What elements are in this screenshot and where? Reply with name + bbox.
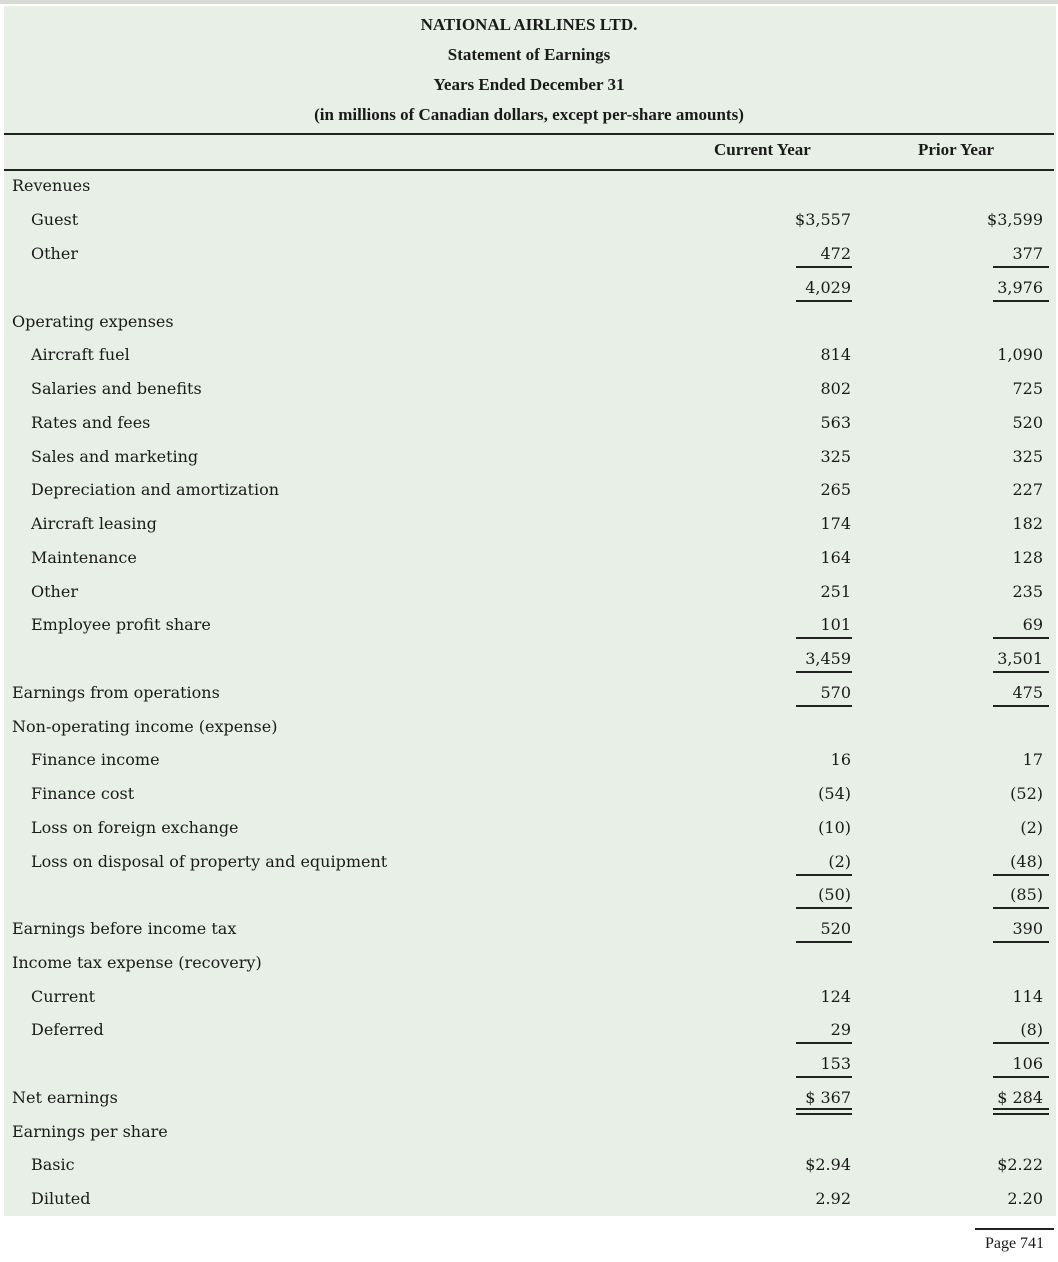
total-double-underline	[796, 1108, 852, 1115]
row-sales-marketing	[0, 447, 1058, 471]
subtotal-underline	[796, 705, 852, 707]
subtotal-underline	[993, 1042, 1049, 1044]
column-header-prior: Prior Year	[918, 140, 994, 159]
row-aircraft-fuel	[0, 345, 1058, 369]
subtotal-underline	[796, 1042, 852, 1044]
row-label: Employee profit share	[31, 615, 211, 634]
prior-value: 520	[1012, 413, 1043, 432]
row-net-earnings	[0, 1088, 1058, 1112]
current-value: 325	[820, 447, 851, 466]
current-value: 265	[820, 480, 851, 499]
prior-value: 182	[1012, 514, 1043, 533]
row-label: Basic	[31, 1155, 75, 1174]
row-other-revenue	[0, 244, 1058, 268]
current-value: 251	[820, 582, 851, 601]
row-eps-diluted	[0, 1189, 1058, 1213]
prior-value: 1,090	[997, 345, 1043, 364]
row-label: Other	[31, 582, 78, 601]
current-value: 4,029	[805, 278, 851, 297]
prior-value: (8)	[1020, 1020, 1043, 1039]
row-label: Earnings from operations	[12, 683, 220, 702]
current-value: 3,459	[805, 649, 851, 668]
current-value: $3,557	[795, 210, 851, 229]
prior-value: 128	[1012, 548, 1043, 567]
current-value: 563	[820, 413, 851, 432]
header-rule	[4, 133, 1054, 135]
row-loss-on-disposal	[0, 852, 1058, 876]
prior-value: 725	[1012, 379, 1043, 398]
row-eps-basic	[0, 1155, 1058, 1179]
row-label: Net earnings	[12, 1088, 118, 1107]
prior-value: $2.22	[997, 1155, 1043, 1174]
subtotal-underline	[993, 671, 1049, 673]
subtotal-underline	[993, 874, 1049, 876]
statement-title: Statement of Earnings	[447, 45, 611, 64]
current-value: $2.94	[805, 1155, 851, 1174]
row-aircraft-leasing	[0, 514, 1058, 538]
company-name: NATIONAL AIRLINES LTD.	[420, 15, 638, 34]
row-earnings-before-tax	[0, 919, 1058, 943]
prior-value: 69	[1022, 615, 1043, 634]
subtotal-underline	[993, 637, 1049, 639]
subtotal-underline	[993, 1076, 1049, 1078]
row-operating-expenses	[0, 312, 1058, 336]
row-maintenance	[0, 548, 1058, 572]
current-value: 472	[820, 244, 851, 263]
row-income-tax	[0, 953, 1058, 977]
current-value: 16	[830, 750, 851, 769]
prior-value: 227	[1012, 480, 1043, 499]
row-eps	[0, 1122, 1058, 1146]
row-label: Current	[31, 987, 96, 1006]
prior-value: 377	[1012, 244, 1043, 263]
current-value: 29	[830, 1020, 851, 1039]
subtotal-underline	[993, 907, 1049, 909]
row-label: Revenues	[12, 176, 91, 195]
prior-value: (52)	[1010, 784, 1043, 803]
current-value: $ 367	[805, 1088, 851, 1107]
subtotal-underline	[993, 266, 1049, 268]
row-total-non-operating	[0, 885, 1058, 909]
row-label: Operating expenses	[12, 312, 174, 331]
statement-units: (in millions of Canadian dollars, except per-share amounts)	[314, 105, 744, 124]
prior-value: $3,599	[987, 210, 1043, 229]
row-foreign-exchange	[0, 818, 1058, 842]
prior-value: 106	[1012, 1054, 1043, 1073]
row-label: Rates and fees	[31, 413, 151, 432]
current-value: 802	[820, 379, 851, 398]
current-value: (2)	[828, 852, 851, 871]
row-earnings-from-operations	[0, 683, 1058, 707]
row-label: Loss on foreign exchange	[31, 818, 239, 837]
prior-value: (2)	[1020, 818, 1043, 837]
row-label: Salaries and benefits	[31, 379, 202, 398]
row-label: Finance income	[31, 750, 160, 769]
subtotal-underline	[796, 637, 852, 639]
prior-value: (48)	[1010, 852, 1043, 871]
row-depreciation	[0, 480, 1058, 504]
row-finance-income	[0, 750, 1058, 774]
current-value: (50)	[818, 885, 851, 904]
prior-value: $ 284	[997, 1088, 1043, 1107]
row-salaries	[0, 379, 1058, 403]
prior-value: 325	[1012, 447, 1043, 466]
row-total-tax	[0, 1054, 1058, 1078]
row-employee-profit-share	[0, 615, 1058, 639]
current-value: 814	[820, 345, 851, 364]
column-header-current: Current Year	[714, 140, 811, 159]
current-value: (10)	[818, 818, 851, 837]
current-value: 153	[820, 1054, 851, 1073]
row-label: Finance cost	[31, 784, 135, 803]
subtotal-underline	[796, 300, 852, 302]
row-tax-deferred	[0, 1020, 1058, 1044]
row-other-expense	[0, 582, 1058, 606]
column-header-rule	[4, 169, 1054, 171]
row-label: Income tax expense (recovery)	[12, 953, 262, 972]
subtotal-underline	[796, 941, 852, 943]
row-rates-fees	[0, 413, 1058, 437]
current-value: 101	[820, 615, 851, 634]
row-revenues	[0, 176, 1058, 200]
current-value: 164	[820, 548, 851, 567]
prior-value: 3,501	[997, 649, 1043, 668]
subtotal-underline	[796, 907, 852, 909]
row-finance-cost	[0, 784, 1058, 808]
prior-value: 235	[1012, 582, 1043, 601]
subtotal-underline	[796, 266, 852, 268]
row-tax-current	[0, 987, 1058, 1011]
row-total-revenue	[0, 278, 1058, 302]
page-number: Page 741	[975, 1228, 1054, 1260]
row-label: Other	[31, 244, 78, 263]
row-non-operating	[0, 717, 1058, 741]
row-label: Non-operating income (expense)	[12, 717, 278, 736]
current-value: 174	[820, 514, 851, 533]
row-label: Depreciation and amortization	[31, 480, 280, 499]
subtotal-underline	[993, 300, 1049, 302]
statement-period: Years Ended December 31	[433, 75, 625, 94]
top-border	[0, 0, 1058, 4]
current-value: 570	[820, 683, 851, 702]
current-value: 520	[820, 919, 851, 938]
current-value: 124	[820, 987, 851, 1006]
row-label: Diluted	[31, 1189, 91, 1208]
row-label: Deferred	[31, 1020, 104, 1039]
subtotal-underline	[796, 671, 852, 673]
row-label: Maintenance	[31, 548, 137, 567]
row-label: Earnings before income tax	[12, 919, 237, 938]
row-total-operating-expenses	[0, 649, 1058, 673]
prior-value: 114	[1012, 987, 1043, 1006]
row-label: Loss on disposal of property and equipment	[31, 852, 388, 871]
row-label: Aircraft leasing	[31, 514, 157, 533]
prior-value: 475	[1012, 683, 1043, 702]
prior-value: 390	[1012, 919, 1043, 938]
row-label: Guest	[31, 210, 79, 229]
total-double-underline	[993, 1108, 1049, 1115]
prior-value: 2.20	[1007, 1189, 1043, 1208]
row-guest	[0, 210, 1058, 234]
subtotal-underline	[796, 874, 852, 876]
row-label: Aircraft fuel	[31, 345, 130, 364]
subtotal-underline	[796, 1076, 852, 1078]
current-value: 2.92	[815, 1189, 851, 1208]
prior-value: 17	[1022, 750, 1043, 769]
prior-value: (85)	[1010, 885, 1043, 904]
row-label: Earnings per share	[12, 1122, 168, 1141]
row-label: Sales and marketing	[31, 447, 199, 466]
current-value: (54)	[818, 784, 851, 803]
subtotal-underline	[993, 941, 1049, 943]
subtotal-underline	[993, 705, 1049, 707]
prior-value: 3,976	[997, 278, 1043, 297]
